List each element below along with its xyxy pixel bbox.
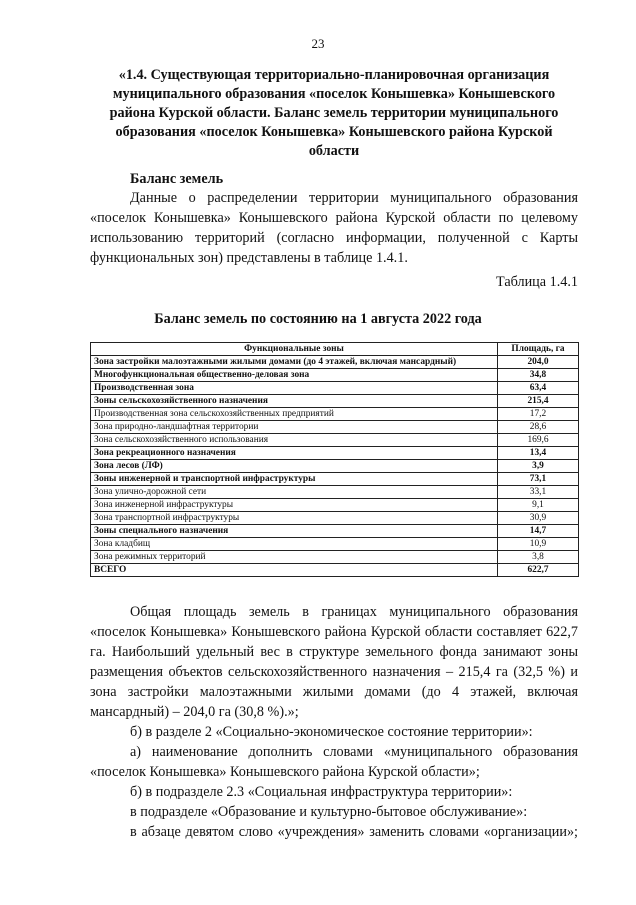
- table-header-row: [91, 343, 579, 356]
- body-text: [90, 602, 578, 842]
- intro-paragraph: Данные о распределении территории муниципального образования «поселок Конышевка» Конышевского района Курской области по целевому использованию территорий (согласно информации, полученной с Карты функциональных зон) представлены в таблице 1.4.1.: [90, 190, 578, 266]
- zone-area: 204,0: [498, 356, 579, 369]
- table-row: [91, 421, 579, 434]
- page-number: 23: [311, 36, 325, 51]
- zone-area: 63,4: [498, 382, 579, 395]
- zone-name: Многофункциональная общественно-деловая зона: [91, 369, 498, 382]
- zone-area: 34,8: [498, 369, 579, 382]
- zone-area: 3,9: [498, 460, 579, 473]
- zone-area: 10,9: [498, 538, 579, 551]
- table-row: [91, 551, 579, 564]
- land-balance-table: [90, 342, 579, 577]
- table-row: [91, 473, 579, 486]
- zone-name: Зона природно-ландшафтная территории: [91, 421, 498, 434]
- table-row: [91, 434, 579, 447]
- zone-name: Зона застройки малоэтажными жилыми домами (до 4 этажей, включая мансардный): [91, 356, 498, 369]
- table-row: [91, 447, 579, 460]
- zone-name: Зона кладбищ: [91, 538, 498, 551]
- column-header-area: Площадь, га: [498, 343, 579, 356]
- table-row: [91, 525, 579, 538]
- column-header-zones: Функциональные зоны: [91, 343, 498, 356]
- zone-area: 13,4: [498, 447, 579, 460]
- zone-area: 17,2: [498, 408, 579, 421]
- zone-area: 622,7: [498, 564, 579, 577]
- table-row: [91, 382, 579, 395]
- zone-area: 215,4: [498, 395, 579, 408]
- table-row: [91, 369, 579, 382]
- table-row: [91, 356, 579, 369]
- zone-name: Зона сельскохозяйственного использования: [91, 434, 498, 447]
- zone-area: 33,1: [498, 486, 579, 499]
- section-heading: «1.4. Существующая территориально-планировочная организация муниципального образования «поселок Конышевка» Конышевского района Курской области. Баланс земель территории муниципального образования «поселок Конышевка» Конышевского района Курской области: [109, 67, 559, 159]
- zone-name: Зона инженерной инфраструктуры: [91, 499, 498, 512]
- zone-area: 9,1: [498, 499, 579, 512]
- zone-name: Зона улично-дорожной сети: [91, 486, 498, 499]
- zone-name: Зоны инженерной и транспортной инфраструктуры: [91, 473, 498, 486]
- zone-area: 3,8: [498, 551, 579, 564]
- zone-area: 30,9: [498, 512, 579, 525]
- amendment-paragraph: в подразделе «Образование и культурно-бытовое обслуживание»:: [130, 804, 528, 820]
- zone-name: ВСЕГО: [91, 564, 498, 577]
- amendment-paragraph: б) в разделе 2 «Социально-экономическое состояние территории»:: [130, 724, 533, 740]
- table-row: [91, 395, 579, 408]
- table-row: [91, 538, 579, 551]
- table-total-row: [91, 564, 579, 577]
- amendment-paragraph: в абзаце девятом слово «учреждения» заменить словами «организации»;: [130, 824, 578, 840]
- table-row: [91, 499, 579, 512]
- amendment-paragraph: а) наименование дополнить словами «муниципального образования «поселок Конышевка» Конышевского района Курской области»;: [90, 744, 578, 780]
- zone-area: 169,6: [498, 434, 579, 447]
- table-row: [91, 408, 579, 421]
- zone-name: Зоны специального назначения: [91, 525, 498, 538]
- zone-area: 28,6: [498, 421, 579, 434]
- subheading: Баланс земель: [130, 171, 224, 187]
- table-row: [91, 460, 579, 473]
- zone-name: Зона транспортной инфраструктуры: [91, 512, 498, 525]
- summary-paragraph: Общая площадь земель в границах муниципального образования «поселок Конышевка» Конышевского района Курской области составляет 622,7 га. Наибольший удельный вес в структуре земельного фонда занимают зоны размещения объектов сельскохозяйственного назначения – 215,4 га (32,5 %) и зона застройки малоэтажными жилыми домами (до 4 этажей, включая мансардный) – 204,0 га (30,8 %).»;: [90, 604, 578, 720]
- table-row: [91, 486, 579, 499]
- zone-area: 14,7: [498, 525, 579, 538]
- zone-name: Производственная зона сельскохозяйственных предприятий: [91, 408, 498, 421]
- zone-name: Зона режимных территорий: [91, 551, 498, 564]
- table-title: Баланс земель по состоянию на 1 августа 2022 года: [154, 311, 482, 327]
- zone-name: Производственная зона: [91, 382, 498, 395]
- table-row: [91, 512, 579, 525]
- amendment-paragraph: б) в подразделе 2.3 «Социальная инфраструктура территории»:: [130, 784, 513, 800]
- zone-area: 73,1: [498, 473, 579, 486]
- zone-name: Зона рекреационного назначения: [91, 447, 498, 460]
- table-caption: Таблица 1.4.1: [496, 274, 578, 290]
- zone-name: Зоны сельскохозяйственного назначения: [91, 395, 498, 408]
- zone-name: Зона лесов (ЛФ): [91, 460, 498, 473]
